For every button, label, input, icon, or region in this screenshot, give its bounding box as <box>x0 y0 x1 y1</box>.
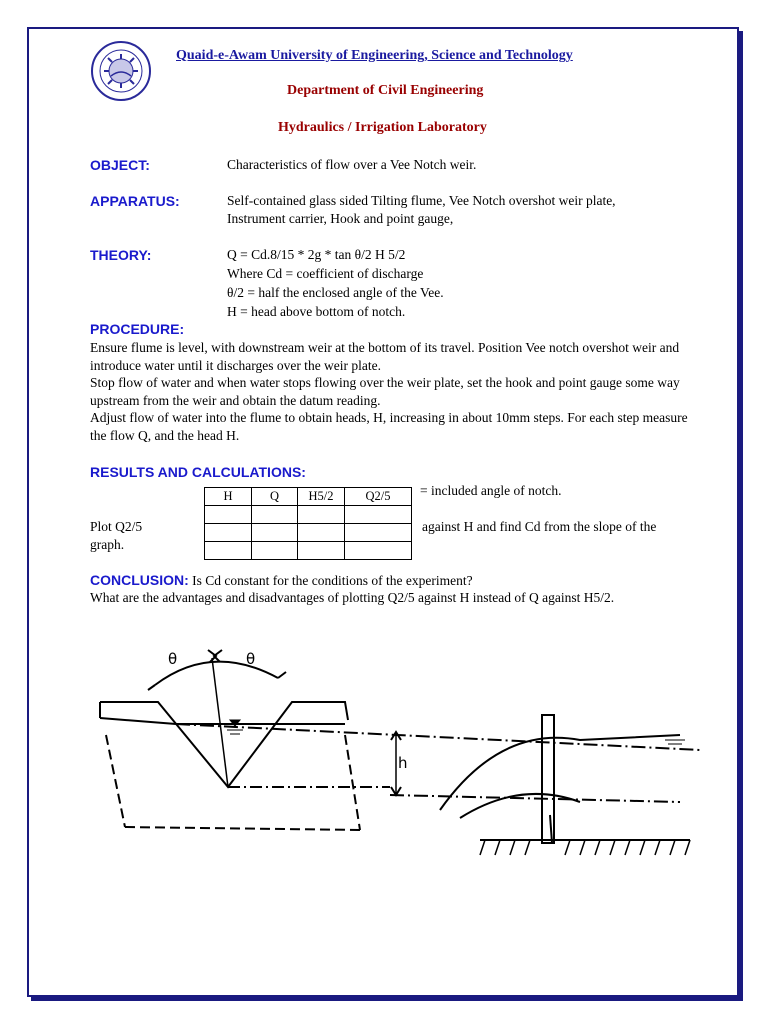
results-label: RESULTS AND CALCULATIONS: <box>90 464 306 480</box>
object-text: Characteristics of flow over a Vee Notch weir. <box>227 157 477 172</box>
vee-notch-weir-diagram <box>80 640 700 870</box>
theory-line-2: Where Cd = coefficient of discharge <box>227 266 424 281</box>
theory-formula: Q = Cd.8/15 * 2g * tan θ/2 H 5/2 <box>227 247 406 262</box>
university-title: Quaid-e-Awam University of Engineering, Science and Technology <box>176 48 573 63</box>
ground-hatching <box>480 840 690 855</box>
object-label: OBJECT: <box>90 157 150 173</box>
plot-suffix: against H and find Cd from the slope of the <box>422 519 657 534</box>
table-header-q25: Q2/5 <box>345 488 412 506</box>
notch-axis <box>212 658 228 787</box>
plot-graph-word: graph. <box>90 537 125 552</box>
theory-line-4: H = head above bottom of notch. <box>227 304 406 319</box>
apparatus-label: APPARATUS: <box>90 193 180 209</box>
conclusion-label: CONCLUSION: <box>90 572 189 588</box>
results-table <box>204 487 412 560</box>
table-row <box>205 524 412 542</box>
table-header-h52: H5/2 <box>298 488 345 506</box>
theta-label-right: θ <box>246 650 256 668</box>
procedure-paragraph-2: Stop flow of water and when water stops flowing over the weir plate, set the hook and point gauge some way upstream from the weir and obtain the datum reading. <box>90 375 680 408</box>
university-logo <box>90 40 152 102</box>
department-title: Department of Civil Engineering <box>287 83 484 98</box>
theta-label-left: θ <box>168 650 178 668</box>
procedure-label: PROCEDURE: <box>90 321 185 337</box>
procedure-paragraph-3: Adjust flow of water into the flume to obtain heads, H, increasing in about 10mm steps. For each step measure the flow Q, and the head H. <box>90 410 688 443</box>
head-h-label: h <box>398 754 408 772</box>
theory-label: THEORY: <box>90 247 152 263</box>
plot-prefix: Plot Q2/5 <box>90 519 143 534</box>
angle-note: = included angle of notch. <box>420 483 562 498</box>
conclusion-line <box>90 572 473 589</box>
apparatus-line-2: Instrument carrier, Hook and point gauge, <box>227 211 454 226</box>
conclusion-text: Is Cd constant for the conditions of the experiment? <box>188 573 473 588</box>
table-header-q: Q <box>252 488 298 506</box>
laboratory-title: Hydraulics / Irrigation Laboratory <box>278 120 487 135</box>
theory-line-3: θ/2 = half the enclosed angle of the Vee. <box>227 285 444 300</box>
table-row <box>205 506 412 524</box>
procedure-paragraph-1: Ensure flume is level, with downstream weir at the bottom of its travel. Position Vee notch overshot weir and introduce water until it discharges over the weir plate. <box>90 340 680 373</box>
conclusion-question-2: What are the advantages and disadvantages of plotting Q2/5 against H instead of Q against H5/2. <box>90 590 615 605</box>
apparatus-line-1: Self-contained glass sided Tilting flume, Vee Notch overshot weir plate, <box>227 193 616 208</box>
table-header-h: H <box>205 488 252 506</box>
vee-plate-outline <box>100 702 348 787</box>
gauge-rod <box>542 715 554 843</box>
arc-arrowhead-right <box>214 650 222 662</box>
table-row <box>205 542 412 560</box>
